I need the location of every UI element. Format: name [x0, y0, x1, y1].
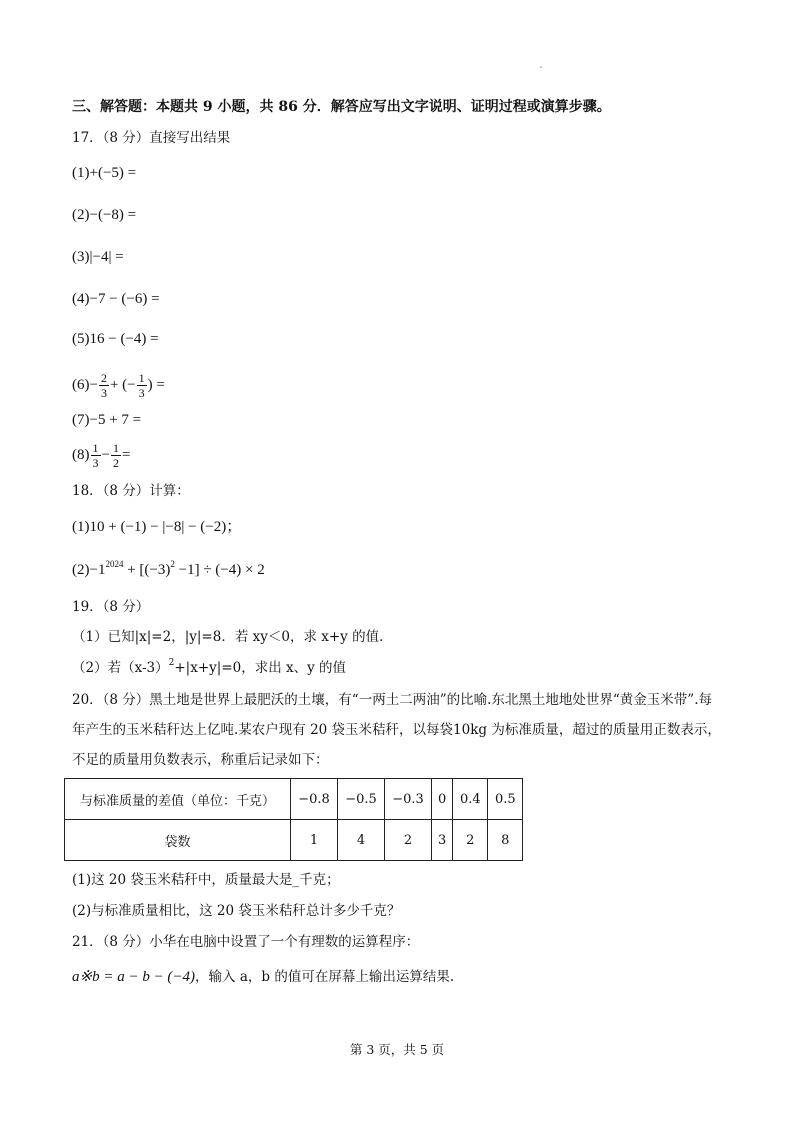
- table-cell: −0.3: [385, 779, 432, 820]
- table-header-cell: 与标准质量的差值（单位：千克）: [65, 779, 291, 820]
- table-cell: 0.5: [488, 779, 523, 820]
- q21-formula: a※b = a − b − (−4): [72, 969, 196, 985]
- fraction: $\frac{1}{2}$: [112, 441, 119, 471]
- q17-item-8: (8) $\frac{1}{3}$ − $\frac{1}{2}$ =: [72, 441, 131, 471]
- q20-line-2: 年产生的玉米秸秆达上亿吨.某农户现有 20 袋玉米秸秆，以每袋10kg 为标准质量，超过的质量用正数表示，: [72, 722, 721, 738]
- q20-sub-1: (1)这 20 袋玉米秸秆中，质量最大是_千克；: [72, 872, 340, 888]
- table-header-cell: 袋数: [65, 820, 291, 861]
- table-row: [65, 820, 523, 861]
- q19-title: 19．（8 分）: [72, 599, 150, 615]
- q17-item-6: (6)− $\frac{2}{3}$ + (− $\frac{1}{3}$ ) =: [72, 371, 165, 401]
- section-header: 三、解答题：本题共 9 小题，共 86 分．解答应写出文字说明、证明过程或演算步骤。: [72, 99, 611, 115]
- fraction: $\frac{2}{3}$: [100, 371, 107, 401]
- q17-item-2: (2)−(−8) =: [72, 207, 137, 223]
- fraction: $\frac{1}{3}$: [138, 371, 145, 401]
- weight-table: [64, 778, 523, 861]
- q17-title: 17．（8 分）直接写出结果: [72, 130, 231, 146]
- q21-title: 21．（8 分）小华在电脑中设置了一个有理数的运算程序：: [72, 934, 420, 950]
- q18-item-1: (1)10 + (−1) − |−8| − (−2)；: [72, 519, 242, 535]
- q20-line-3: 不足的质量用负数表示，称重后记录如下：: [72, 752, 329, 768]
- table-cell: 2: [385, 820, 432, 861]
- q18-title: 18．（8 分）计算：: [72, 483, 190, 499]
- q20-line-1: 20．（8 分）黑土地是世界上最肥沃的土壤，有“一两土二两油”的比喻.东北黑土地地处世界“黄金玉米带”.每: [72, 692, 712, 708]
- table-cell: 8: [488, 820, 523, 861]
- q21-formula-line: a※b = a − b − (−4)，输入 a，b 的值可在屏幕上输出运算结果.: [72, 969, 455, 985]
- table-cell: 0.4: [453, 779, 488, 820]
- q17-item-1: (1)+(−5) =: [72, 165, 137, 181]
- fraction: $\frac{1}{3}$: [92, 441, 99, 471]
- q18-item-2: $(2)-1^{2024} + [(-3)^2 -1] \div (-4) \times 2$: [72, 559, 265, 578]
- table-cell: 4: [338, 820, 385, 861]
- table-cell: 0: [432, 779, 453, 820]
- q17-item-4: (4)−7 − (−6) =: [72, 291, 160, 307]
- q17-item-5: (5)16 − (−4) =: [72, 331, 159, 347]
- table-cell: 3: [432, 820, 453, 861]
- q19-part-2: （2）若$(x-3)^2+|x+y|=0$，求出 x、y 的值: [72, 658, 347, 676]
- table-cell: 2: [453, 820, 488, 861]
- page-footer: 第 3 页，共 5 页: [349, 1042, 445, 1057]
- q20-sub-2: (2)与标准质量相比，这 20 袋玉米秸秆总计多少千克？: [72, 903, 401, 919]
- table-cell: 1: [291, 820, 338, 861]
- table-cell: −0.5: [338, 779, 385, 820]
- q17-item-7: (7)−5 + 7 =: [72, 412, 142, 428]
- q17-item-3: (3)|−4| =: [72, 249, 124, 265]
- table-cell: −0.8: [291, 779, 338, 820]
- scan-dot: [540, 66, 542, 68]
- q19-part-1: （1）已知|x|=2，|y|=8．若 xy＜0，求 x+y 的值．: [72, 629, 393, 645]
- table-row: [65, 779, 523, 820]
